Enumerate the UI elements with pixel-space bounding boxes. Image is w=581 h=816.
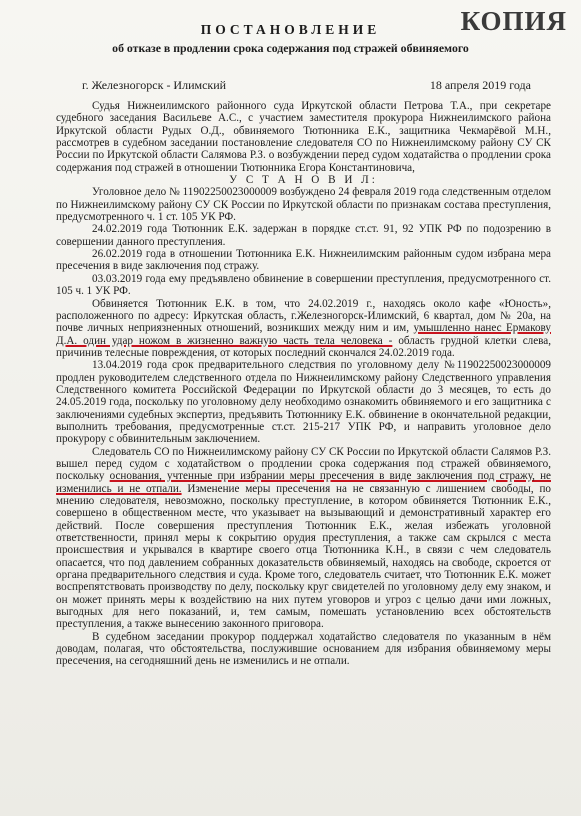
accusation-text-start: Обвиняется Тютюнник Е.К. в том, что 24.02.2019 г., находясь около кафе «Юность», расположенного по адресу: Иркутская область, г.Железногорск-Илимский, 6 квартал, дом № 20а, на почве личных неприязненных отношений, возникших между ним и им, [56, 297, 551, 335]
document-subtitle: об отказе в продлении срока содержания под стражей обвиняемого [112, 41, 469, 55]
paragraph-accusation [56, 298, 551, 360]
paragraph-extension: 13.04.2019 года срок предварительного следствия по уголовному делу №11902250023000009 продлен руководителем следственного отдела по Нижнеилимскому району Следственного управления Следственного комитета Российской Федерации по Иркутской области до 3 месяцев, то есть до 24.05.2019 года, поскольку по уголовному делу необходимо ознакомить обвиняемого и его защитника с заключениями судебных экспертиз, предъявить Тютюннику Е.К. обвинение в окончательной редакции, выполнить требования, предусмотренные ст.ст. 215-217 УПК РФ, и направить уголовное дело прокурору с обвинительным заключением. [56, 359, 551, 446]
intro-paragraph: Судья Нижнеилимского районного суда Иркутской области Петрова Т.А., при секретаре судебного заседания Васильеве А.С., с участием заместителя прокурора Нижнеилимского района Иркутской области Рудых О.Д., обвиняемого Тютюнника Е.К., защитника Чекмарёвой М.Н., рассмотрев в судебном заседании постановление следователя СО по Нижнеилимскому району СУ СК России по Иркутской области Салямова Р.З. о возбуждении перед судом ходатайства о продлении срока содержания под стражей в отношении Тютюнника Егора Константиновича, [56, 100, 551, 174]
motion-text-start: Следователь СО по Нижнеилимскому району СУ СК России по Иркутской области Салямов Р.З. вышел перед судом с ходатайством о продлении срока содержания под стражей обвиняемого, поскольку [56, 445, 551, 483]
paragraph-custody: 26.02.2019 года в отношении Тютюнника Е.К. Нижнеилимским районным судом избрана мера пресечения в виде заключения под стражу. [56, 248, 551, 273]
paragraph-detention: 24.02.2019 года Тютюнник Е.К. задержан в порядке ст.ст. 91, 92 УПК РФ по подозрению в совершении данного преступления. [56, 223, 551, 248]
document-date: 18 апреля 2019 года [429, 78, 531, 92]
document-body [56, 100, 551, 668]
paragraph-case-opened: Уголовное дело № 11902250023000009 возбуждено 24 февраля 2019 года следственным отделом по Нижнеилимскому району СУ СК России по Иркутской области по признакам состава преступления, предусмотренного ч. 1 ст. 105 УК РФ. [56, 186, 551, 224]
ustanovil-heading: У С Т А Н О В И Л: [229, 174, 378, 187]
underlined-stab-text: умышленно нанес Ермакову Д.А. один удар ножом в жизненно важную часть тела человека - [56, 322, 551, 347]
motion-text-end: Изменение меры пресечения на не связанную с лишением свободы, по мнению следователя, невозможно, поскольку преступление, в котором обвиняется Тютюнник Е.К., совершено в общественном месте, что указывает на вызывающий и демонстративный характер его действий. После совершения преступления Тютюнник Е.К., желая избежать уголовной ответственности, принял меры к сокрытию орудия преступления, а также сам скрылся с места происшествия и укрывался в квартире своего отца Тютюнника К.Н., в связи с чем следователь опасается, что под давлением собранных доказательств обвиняемый, находясь на свободе, скроется от органа предварительного следствия и суда. Кроме того, следователь считает, что Тютюнник Е.К. может воспрепятствовать производству по делу, поскольку круг свидетелей по уголовному делу ему знаком, и он может принять меры к воздействию на них путем уговоров и угроз с целью дачи ими ложных, выгодных для него показаний, и, тем самым, помешать установлению всех обстоятельств преступления, а также вынесению законного приговора. [56, 482, 552, 631]
copy-stamp: КОПИЯ [460, 6, 567, 36]
paragraph-prosecutor: В судебном заседании прокурор поддержал ходатайство следователя по указанным в нём доводам, полагая, что обстоятельства, послужившие основанием для избрания обвиняемому меры пресечения, на сегодняшний день не изменились и не отпали. [56, 630, 551, 668]
accusation-text-end: область грудной клетки слева, причинив телесные повреждения, от которых последний скончался 24.02.2019 года. [56, 334, 551, 359]
paragraph-charge: 03.03.2019 года ему предъявлено обвинение в совершении преступления, предусмотренного ст. 105 ч. 1 УК РФ. [56, 272, 551, 298]
underlined-grounds-text: основания, учтенные при избрании меры пресечения в виде заключения под стражу, не изменились и не отпали. [56, 470, 551, 495]
document-place: г. Железногорск - Илимский [82, 78, 227, 92]
document-title: ПОСТАНОВЛЕНИЕ [200, 22, 381, 37]
paragraph-investigator-motion [56, 446, 551, 631]
